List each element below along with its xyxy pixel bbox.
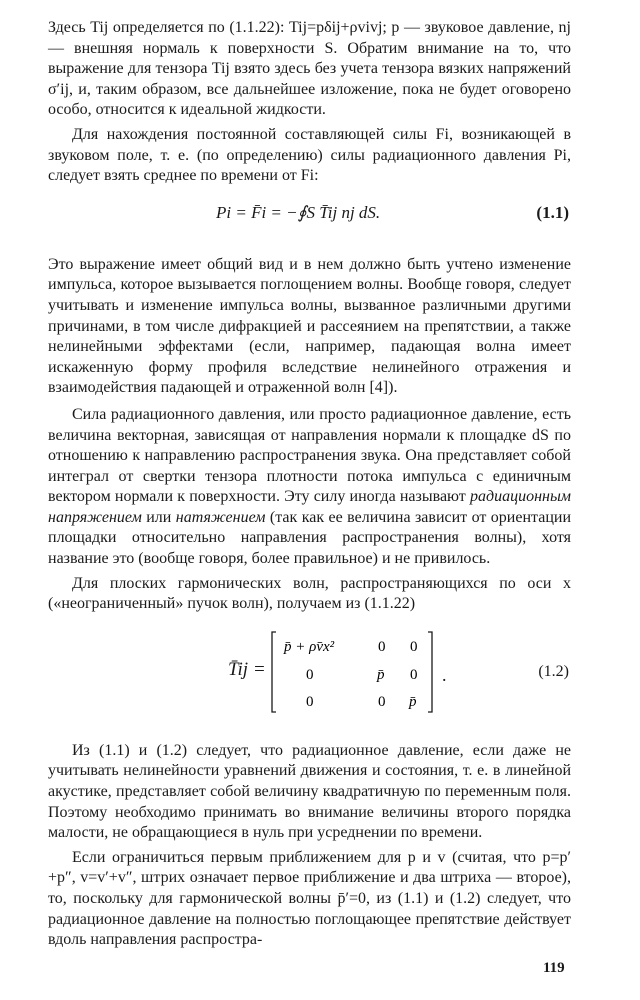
matrix-cell-3-3: p̄ xyxy=(409,693,417,710)
page-body xyxy=(48,18,571,951)
matrix-cell-3-1: 0 xyxy=(306,693,314,710)
equation-1-1-number: (1.1) xyxy=(536,202,569,222)
matrix-left-bracket xyxy=(272,632,276,712)
matrix-right-bracket xyxy=(428,632,432,712)
term-radiation-stress: радиационным напряжением xyxy=(48,488,571,526)
equation-1-1-body: Pi = F̄i = −∮S T̄ij nj dS. xyxy=(216,202,381,222)
paragraph-4-part-a: Сила радиационного давления, или просто радиационное давление, есть величина векторная, зависящая от направления нормали к площадке dS по отношению к направлению распространения звука. Она представляет собой интеграл от свертки тензора плотности потока импульса с единичным вектором нормали к поверхности. Эту силу иногда называют xyxy=(48,405,571,506)
matrix-cell-2-2: p̄ xyxy=(377,666,385,683)
paragraph-1: Здесь Tij определяется по (1.1.22): Tij=pδij+ρvivj; p — звуковое давление, nj — внешняя нормаль к поверхности S. Обратим внимание на то, что выражение для тензора Tij взято здесь без учета тензора вязких напряжений σ′ij, и, таким образом, все дальнейшее изложение, пока не будет оговорено особо, относится к идеальной жидкости. xyxy=(48,19,571,119)
equation-1-2 xyxy=(48,629,571,721)
paragraph-2: Для нахождения постоянной составляющей силы Fi, возникающей в звуковом поле, т. е. (по определению) силы радиационного давления Pi, следует взять среднее по времени от Fi: xyxy=(48,125,571,185)
matrix-cell-1-1: p̄ + ρv̄x² xyxy=(284,638,335,655)
matrix-cell-2-1: 0 xyxy=(306,666,314,683)
matrix-cell-1-3: 0 xyxy=(410,638,418,655)
equation-1-2-lhs: T̄ij = xyxy=(228,658,266,680)
equation-1-2-number: (1.2) xyxy=(538,662,569,680)
paragraph-5: Для плоских гармонических волн, распространяющихся по оси x («неограниченный» пучок волн), получаем из (1.1.22) xyxy=(48,574,571,613)
equation-1-1 xyxy=(48,197,571,237)
paragraph-6: Из (1.1) и (1.2) следует, что радиационное давление, если даже не учитывать нелинейности уравнений движения и состояния, т. е. в линейной акустике, представляет собой величину квадратичную по переменным поля. Поэтому необходимо принимать во внимание величины второго порядка малости, не обращающиеся в нуль при усреднении по времени. xyxy=(48,741,571,842)
paragraph-7: Если ограничиться первым приближением для p и v (считая, что p=p′+p″, v=v′+v″, штрих означает первое приближение и два штриха — второе), то, поскольку для гармонической волны p̄′=0, из (1.1) и (1.2) следует, что радиационное давление на полностью поглощающее препятствие действует вдоль направления распростра- xyxy=(48,848,571,949)
matrix-cell-3-2: 0 xyxy=(378,693,386,710)
paragraph-4-part-c: или xyxy=(141,508,176,526)
paragraph-4-part-e: (так как ее величина зависит от ориентации площадки относительно направления распространения волны), хотя название это (вообще говоря, более правильное) и не привилось. xyxy=(48,508,572,568)
term-tension: натяжением xyxy=(175,508,266,526)
paragraph-4 xyxy=(48,405,571,570)
page-number: 119 xyxy=(543,960,565,976)
matrix-cell-1-2: 0 xyxy=(378,638,386,655)
equation-1-2-trail: . xyxy=(442,664,447,685)
matrix-cell-2-3: 0 xyxy=(410,666,418,683)
paragraph-3: Это выражение имеет общий вид и в нем должно быть учтено изменение импульса, которое вызывается поглощением волны. Вообще говоря, следует учитывать и изменение импульса волны, вызванное различными другими причинами, в том числе дифракцией и рассеянием на препятствии, а также нелинейными эффектами (если, например, падающая волна имеет искаженную форму профиля вследствие нелинейного отражения и взаимодействия падающей и отраженной волн [4]). xyxy=(48,255,571,397)
equation-1-2-matrix xyxy=(270,629,440,715)
